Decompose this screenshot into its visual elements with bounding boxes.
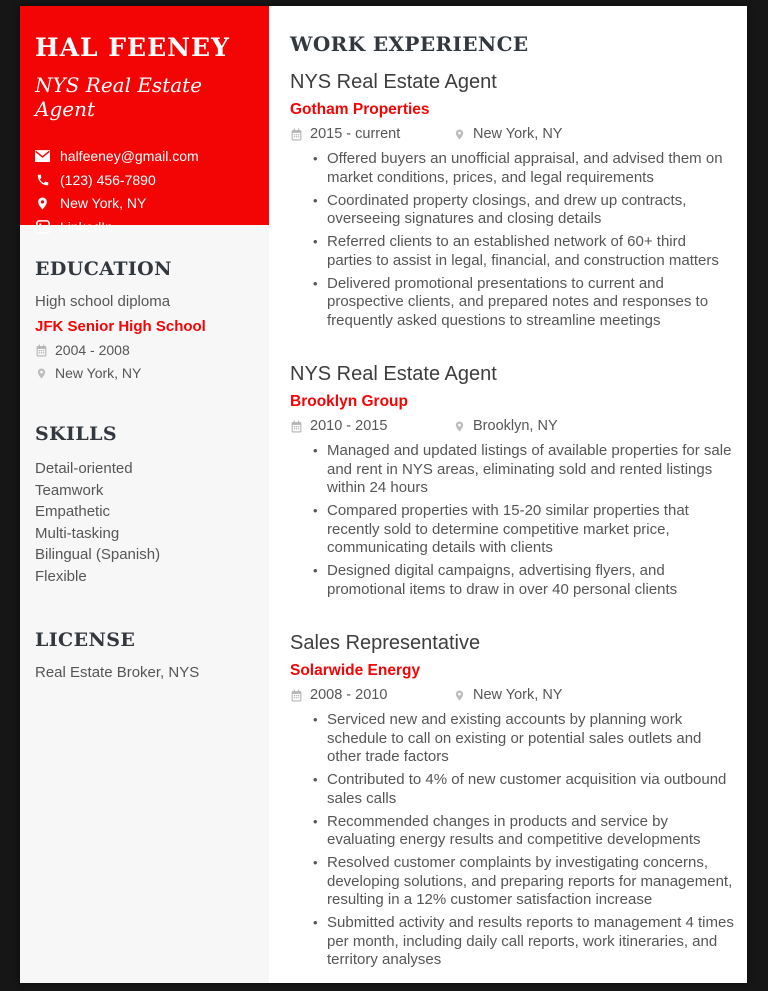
skill-item: Empathetic (35, 503, 111, 520)
education-degree: High school diploma (35, 293, 171, 310)
job-company: Gotham Properties (290, 101, 430, 118)
license-heading: LICENSE (35, 629, 136, 651)
job-location (453, 126, 562, 142)
calendar-icon (290, 689, 303, 702)
skills-heading: SKILLS (35, 423, 117, 445)
location-icon (453, 128, 466, 141)
skill-item: Multi-tasking (35, 524, 120, 542)
job-location (453, 418, 558, 434)
education-dates-label: 2004 - 2008 (55, 342, 130, 358)
job-entry-gotham-properties (290, 71, 735, 330)
calendar-icon (290, 420, 303, 433)
job-bullet: • Managed and updated listings of available properties for sale and rent in NYS areas, eliminating sold and rented listings within 24 hours (313, 442, 735, 498)
work-experience-column (269, 6, 747, 983)
resume-page (20, 6, 747, 983)
job-bullet: • Referred clients to an established network of 60+ third parties to assist in legal, financial, and construction matters (313, 233, 735, 270)
license-value: Real Estate Broker, NYS (35, 664, 200, 681)
email-icon (35, 149, 50, 164)
education-location (35, 365, 254, 381)
contact-list (35, 148, 255, 235)
job-entry-brooklyn-group (290, 363, 735, 599)
job-bullet: • Compared properties with 15-20 similar properties that recently sold to determine competitive market price, communicating details with clients (313, 502, 735, 558)
job-bullet: • Resolved customer complaints by investigating concerns, developing solutions, and preparing reports for management, resulting in a 12% customer satisfaction increase (313, 854, 735, 910)
skill-item: Flexible (35, 567, 87, 585)
job-bullet: • Offered buyers an unofficial appraisal, and advised them on market conditions, prices, and legal requirements (313, 150, 735, 187)
calendar-icon (35, 344, 48, 357)
job-bullet: • Serviced new and existing accounts by planning work schedule to call on existing or potential sales outlets and other trade factors (313, 711, 735, 767)
contact-email (35, 148, 255, 164)
job-dates-label: 2010 - 2015 (310, 418, 388, 434)
job-bullet: • Coordinated property closings, and drew up contracts, overseeing signatures and closing details (313, 192, 735, 229)
location-icon (453, 420, 466, 433)
education-section (35, 258, 254, 381)
job-bullet: • Submitted activity and results reports to management 4 times per month, including daily call reports, work itineraries, and territory analyses (313, 914, 735, 970)
skill-item: Bilingual (Spanish) (35, 546, 161, 563)
sidebar-body (20, 258, 269, 681)
skill-item: Teamwork (35, 481, 104, 499)
job-company: Brooklyn Group (290, 393, 408, 410)
job-location (453, 687, 562, 703)
contact-linkedin[interactable] (35, 219, 255, 235)
job-company: Solarwide Energy (290, 662, 421, 679)
candidate-name: HAL FEENEY (35, 33, 230, 62)
contact-phone-label: (123) 456-7890 (60, 171, 156, 188)
education-school: JFK Senior High School (35, 318, 206, 335)
job-title: Sales Representative (290, 632, 481, 654)
job-title: NYS Real Estate Agent (290, 71, 497, 93)
sidebar (20, 6, 269, 983)
contact-location-label: New York, NY (60, 195, 147, 211)
calendar-icon (290, 128, 303, 141)
linkedin-icon (35, 219, 50, 234)
location-icon (35, 196, 50, 211)
job-bullet-list (290, 711, 735, 970)
work-experience-heading: WORK EXPERIENCE (290, 32, 529, 56)
candidate-job-title: NYS Real Estate Agent (35, 73, 203, 121)
location-icon (453, 689, 466, 702)
job-title: NYS Real Estate Agent (290, 363, 497, 385)
job-entry-solarwide-energy (290, 632, 735, 970)
job-location-label: Brooklyn, NY (473, 418, 558, 434)
education-dates (35, 342, 254, 358)
job-location-label: New York, NY (473, 126, 563, 142)
job-dates (290, 126, 453, 142)
skills-section (35, 423, 254, 587)
job-dates (290, 687, 453, 703)
skills-list (35, 458, 254, 587)
phone-icon (35, 172, 50, 187)
job-dates-label: 2015 - current (310, 126, 401, 142)
job-bullet: • Recommended changes in products and service by evaluating energy results and competitive developments (313, 813, 735, 850)
skill-item: Detail-oriented (35, 460, 133, 477)
job-meta (290, 418, 735, 434)
job-bullet: • Contributed to 4% of new customer acquisition via outbound sales calls (313, 771, 735, 808)
job-bullet: • Designed digital campaigns, advertising flyers, and promotional items to draw in over 40 personal clients (313, 562, 735, 599)
contact-email-label: halfeeney@gmail.com (60, 148, 199, 164)
contact-phone (35, 172, 255, 188)
job-bullet-list (290, 442, 735, 599)
job-meta (290, 687, 735, 703)
license-section (35, 629, 254, 681)
job-meta (290, 126, 735, 142)
job-dates-label: 2008 - 2010 (310, 687, 388, 703)
sidebar-header (20, 6, 269, 235)
contact-location (35, 195, 255, 211)
job-bullet-list (290, 150, 735, 330)
education-location-label: New York, NY (55, 365, 142, 381)
job-location-label: New York, NY (473, 687, 563, 703)
location-icon (35, 367, 48, 380)
job-dates (290, 418, 453, 434)
job-bullet: • Delivered promotional presentations to current and prospective clients, and prepared notes and responses to frequently asked questions to streamline meetings (313, 275, 735, 331)
contact-linkedin-label[interactable]: LinkedIn (60, 218, 113, 235)
education-heading: EDUCATION (35, 258, 172, 280)
